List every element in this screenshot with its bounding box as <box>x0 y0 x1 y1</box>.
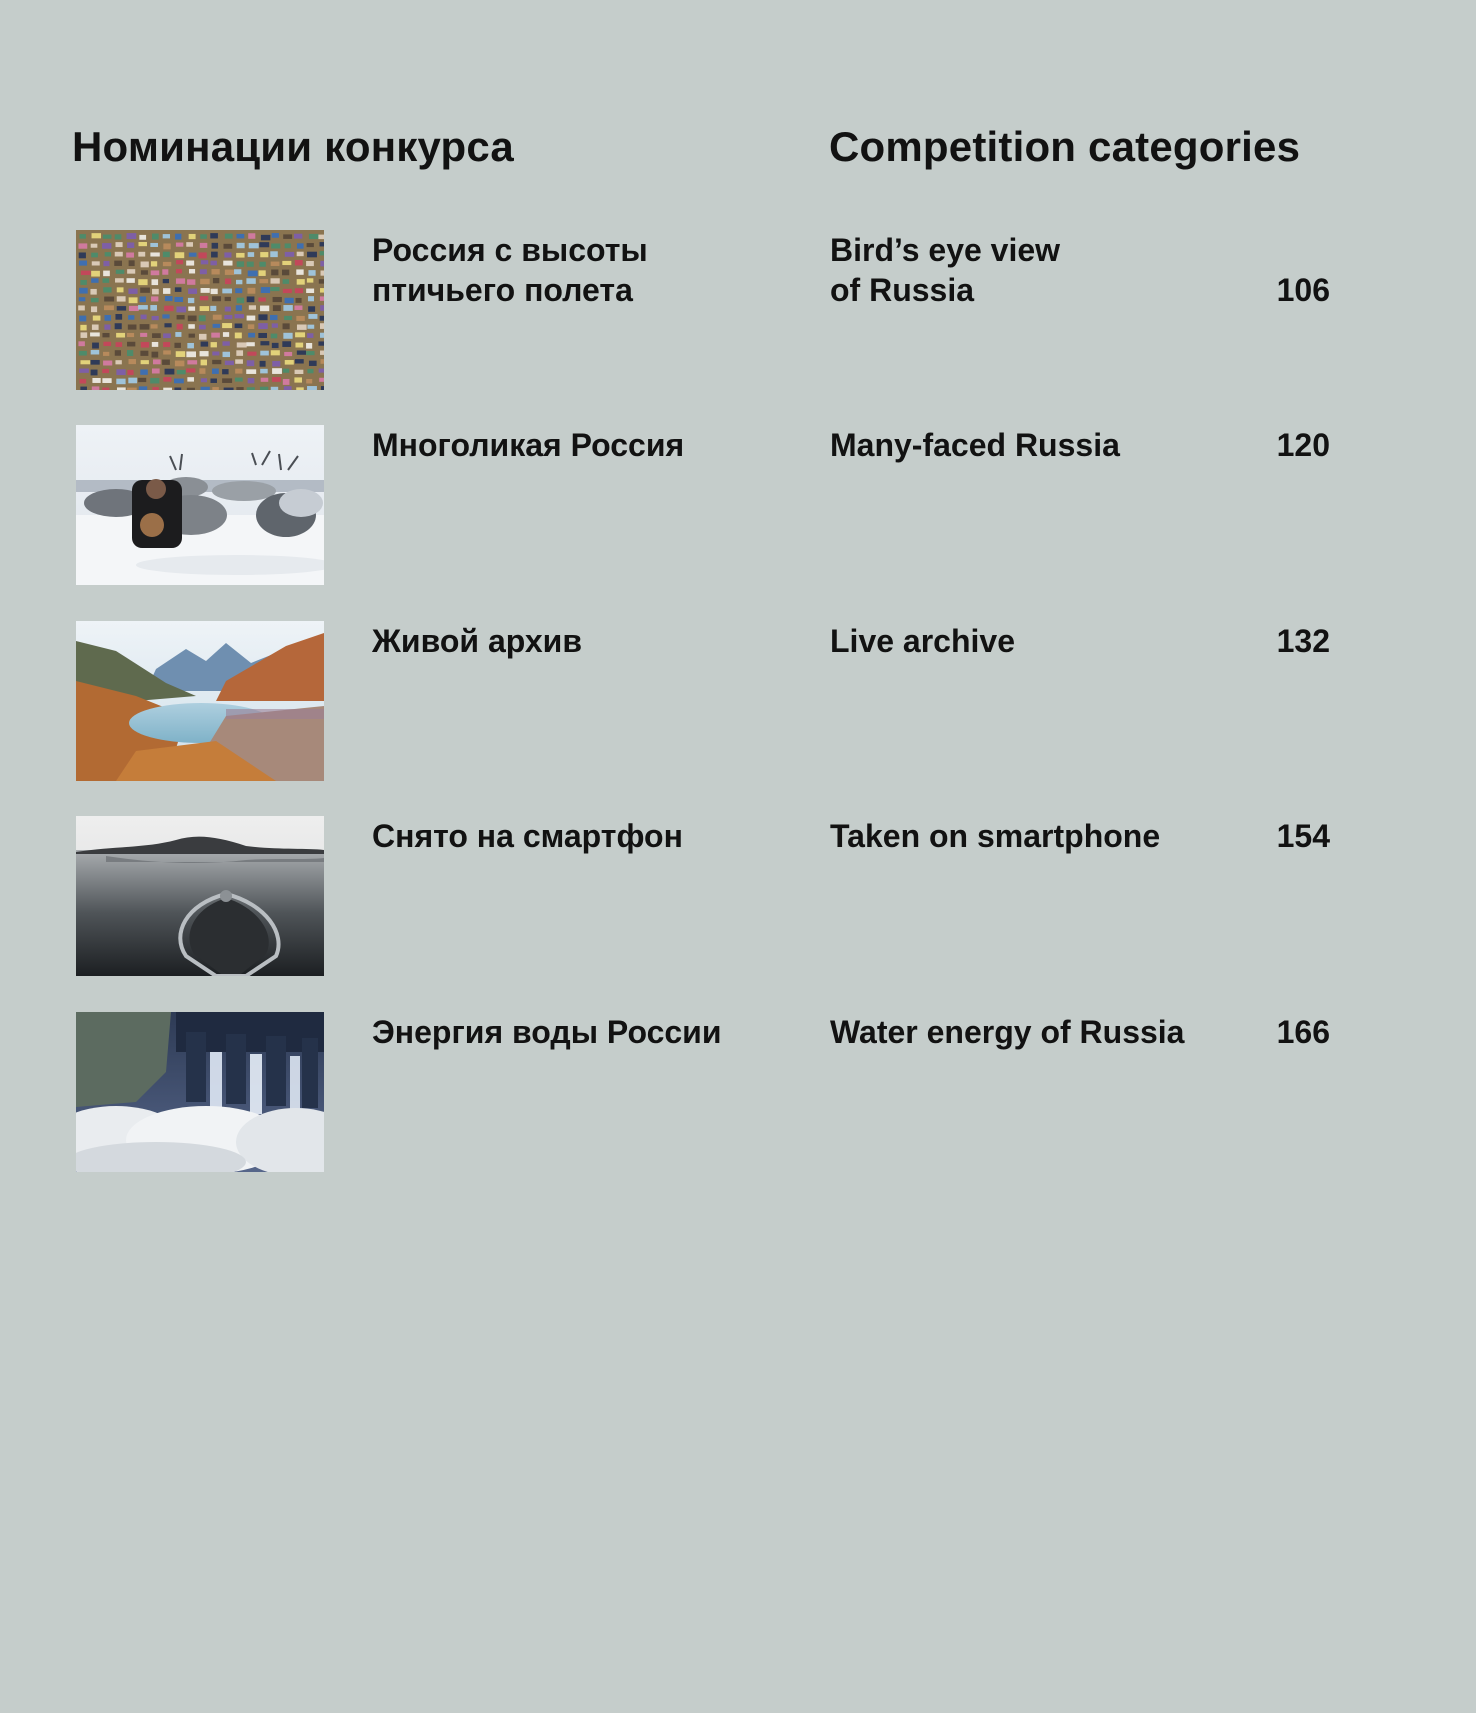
thumbnail-aerial-tents[interactable] <box>76 230 324 390</box>
category-row-live-archive[interactable] <box>0 621 1476 781</box>
category-row-birds-eye[interactable] <box>0 230 1476 390</box>
dam-spillway-image <box>76 1012 324 1172</box>
category-title-en: Bird’s eye view of Russia <box>830 232 1061 308</box>
category-row-smartphone[interactable] <box>0 816 1476 976</box>
reindeer-snow-image <box>76 425 324 585</box>
page-title-ru: Номинации конкурса <box>72 123 514 170</box>
thumbnail-dam-spillway[interactable] <box>76 1012 324 1172</box>
thumbnail-mountain-lake[interactable] <box>76 621 324 781</box>
boat-lake-image <box>76 816 324 976</box>
page-number[interactable]: 166 <box>1276 1014 1330 1050</box>
category-title-en: Taken on smartphone <box>830 818 1161 854</box>
category-title-en: Water energy of Russia <box>830 1014 1185 1050</box>
category-title-ru: Россия с высоты птичьего полета <box>372 232 648 308</box>
mountain-lake-image <box>76 621 324 781</box>
category-title-ru: Многоликая Россия <box>372 427 685 463</box>
category-title-en: Many-faced Russia <box>830 427 1120 463</box>
page-number[interactable]: 106 <box>1276 272 1330 308</box>
category-row-many-faced[interactable] <box>0 425 1476 585</box>
category-title-ru: Снято на смартфон <box>372 818 683 854</box>
aerial-tents-image <box>76 230 324 390</box>
category-row-water-energy[interactable] <box>0 1012 1476 1172</box>
category-title-ru: Живой архив <box>372 623 583 659</box>
thumbnail-boat-lake[interactable] <box>76 816 324 976</box>
category-title-en: Live archive <box>830 623 1015 659</box>
page-number[interactable]: 120 <box>1276 427 1330 463</box>
thumbnail-reindeer[interactable] <box>76 425 324 585</box>
page-number[interactable]: 132 <box>1276 623 1330 659</box>
page-title-en: Competition categories <box>829 123 1301 170</box>
page-number[interactable]: 154 <box>1276 818 1330 854</box>
category-title-ru: Энергия воды России <box>372 1014 722 1050</box>
